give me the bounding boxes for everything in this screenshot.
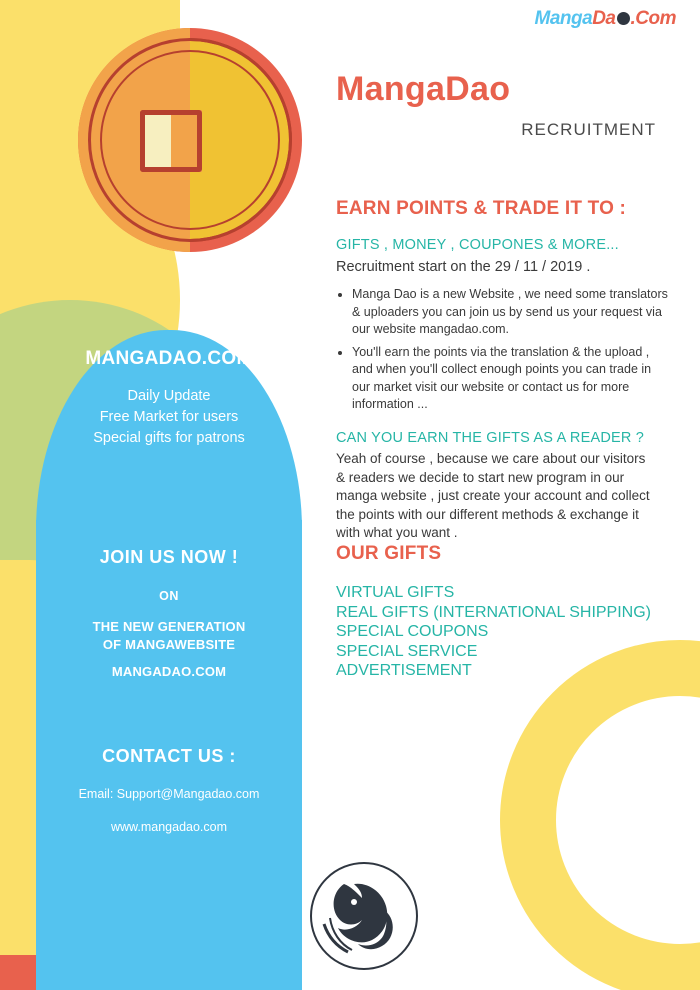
list-item: Daily Update: [127, 388, 211, 404]
logo-text-da: Da: [592, 8, 616, 29]
list-item: REAL GIFTS (INTERNATIONAL SHIPPING): [336, 603, 651, 621]
reader-question-heading: CAN YOU EARN THE GIFTS AS A READER ?: [336, 430, 645, 446]
list-item: VIRTUAL GIFTS: [336, 584, 455, 601]
list-item: SPECIAL SERVICE: [336, 642, 478, 660]
join-us-heading: JOIN US NOW !: [99, 547, 239, 567]
new-generation-line-2: OF MANGAWEBSITE: [102, 637, 236, 652]
contact-website[interactable]: www.mangadao.com: [110, 820, 228, 834]
logo-text-com: .Com: [630, 8, 676, 29]
earn-points-heading: EARN POINTS & TRADE IT TO :: [336, 198, 627, 219]
on-label: ON: [159, 589, 179, 603]
page-subtitle: RECRUITMENT: [521, 120, 656, 139]
reader-answer-paragraph: Yeah of course , because we care about our visitors & readers we decide to start new program in our manga website , just create your account and collect the points with our different methods & exchange it with what you want .: [336, 451, 650, 540]
list-item: ADVERTISEMENT: [336, 662, 472, 679]
list-item: SPECIAL COUPONS: [336, 623, 489, 640]
dragon-emblem-icon: [310, 862, 418, 970]
list-item: Special gifts for patrons: [93, 430, 245, 446]
left-site-title: MANGADAO.COM: [85, 348, 253, 369]
logo-text-manga: Manga: [534, 8, 593, 29]
new-generation-line-1: THE NEW GENERATION: [92, 619, 246, 634]
info-bullet-list: [336, 286, 672, 419]
gifts-types-line: GIFTS , MONEY , COUPONES & MORE...: [336, 237, 619, 253]
contact-us-heading: CONTACT US :: [102, 746, 236, 766]
new-generation-text: [36, 618, 302, 654]
contact-email[interactable]: Email: Support@Mangadao.com: [78, 787, 260, 801]
brand-logo: [535, 8, 676, 30]
coin-square-border-icon: [140, 110, 202, 172]
recruitment-date-line: Recruitment start on the 29 / 11 / 2019 .: [336, 259, 591, 275]
left-feature-list: [36, 386, 302, 449]
page-title: MangaDao: [336, 70, 511, 108]
list-item: • You'll earn the points via the translation & the upload , and when you'll collect enough points you can trade in our market visit our website or contact us for more information ...: [352, 344, 672, 414]
yellow-ring-decoration: [500, 640, 700, 990]
list-item: Free Market for users: [99, 409, 239, 425]
list-item: • Manga Dao is a new Website , we need some translators & uploaders you can join us by send us your request via our website mangadao.com.: [352, 286, 672, 339]
our-gifts-heading: OUR GIFTS: [336, 543, 442, 564]
logo-dot-icon: [617, 12, 630, 25]
left-domain-text: MANGADAO.COM: [111, 664, 227, 679]
dragon-glyph-icon: [310, 862, 418, 970]
gifts-list: [336, 583, 666, 681]
